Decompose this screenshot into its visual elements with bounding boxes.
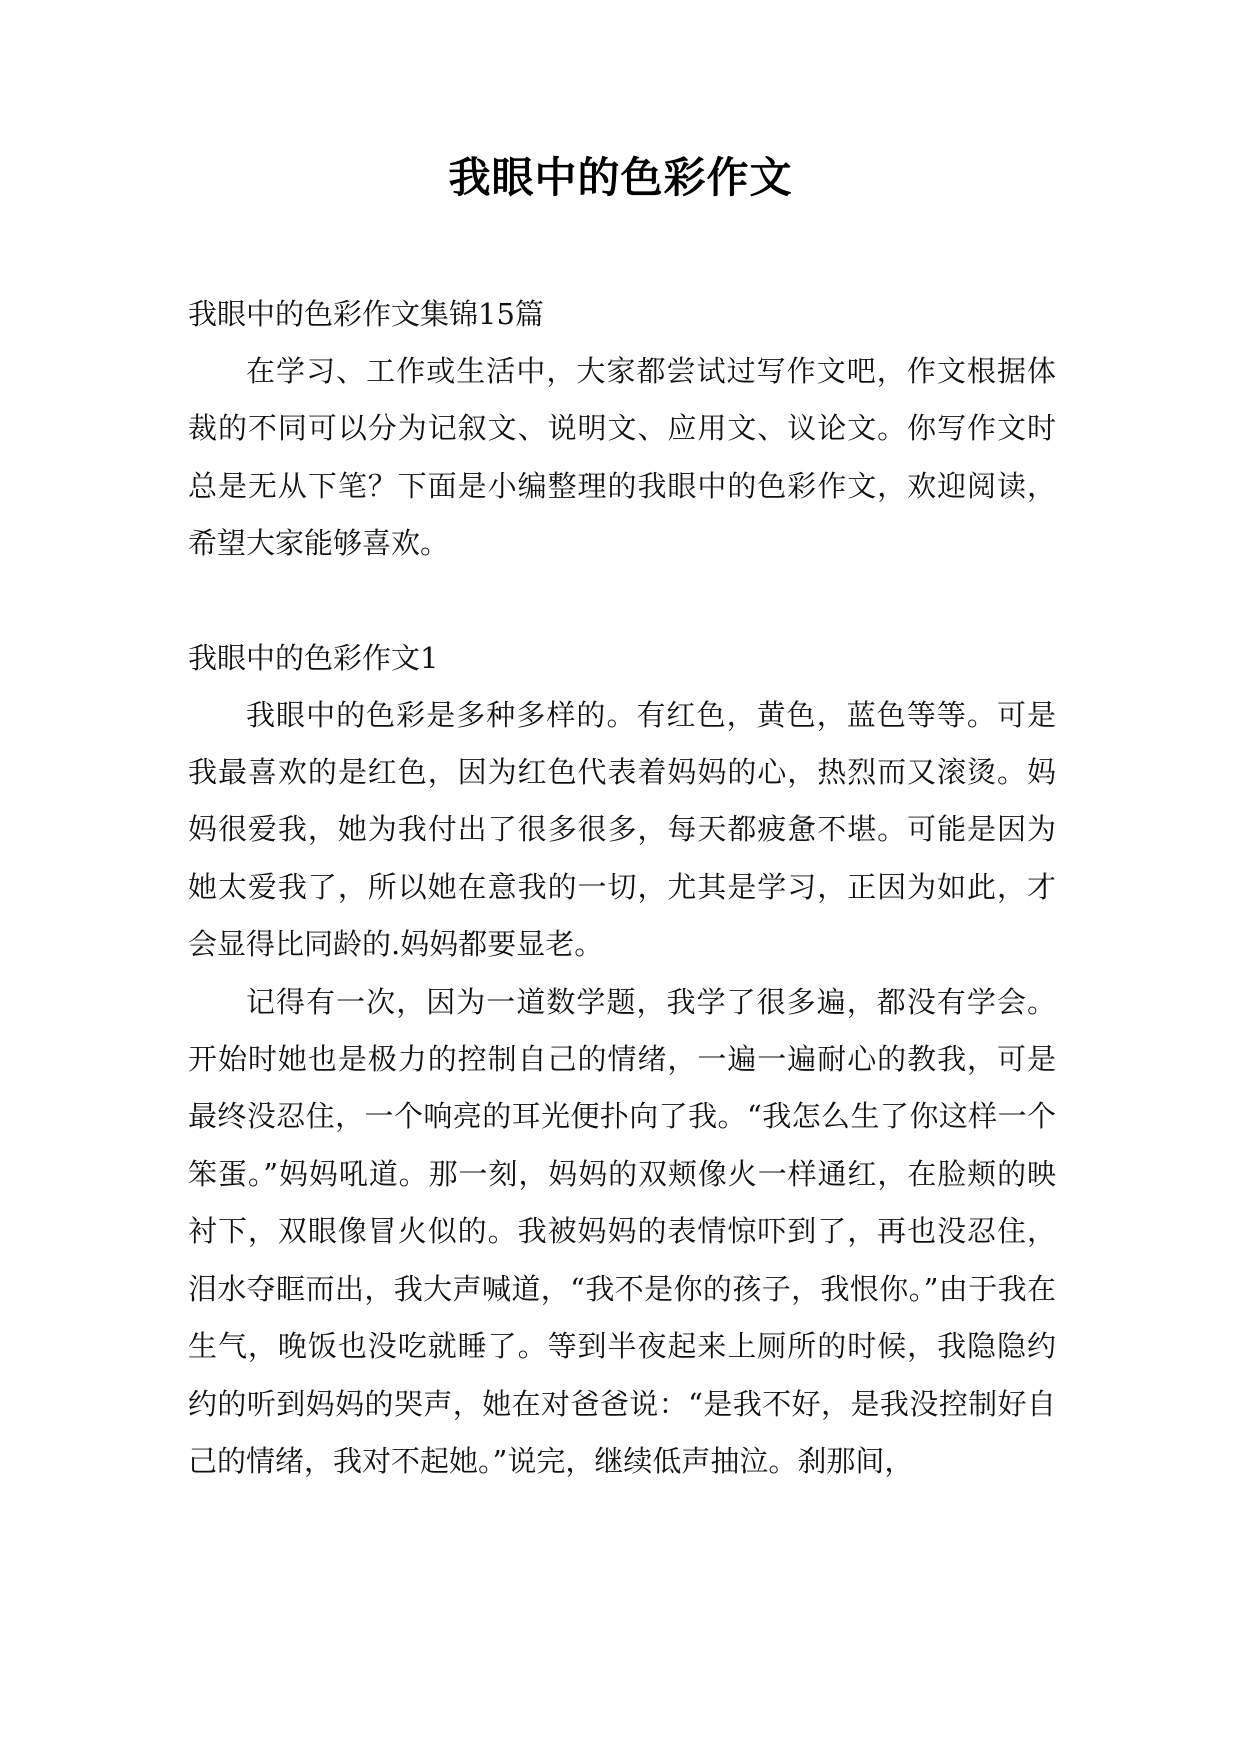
document-body: [188, 286, 1056, 1490]
document-title: 我眼中的色彩作文: [448, 153, 793, 202]
section-heading: 我眼中的色彩作文1: [188, 640, 439, 675]
intro-paragraph: 在学习、工作或生活中，大家都尝试过写作文吧，作文根据体裁的不同可以分为记叙文、说明文、应用文、议论文。你写作文时总是无从下笔？下面是小编整理的我眼中的色彩作文，欢迎阅读，希望大家能够喜欢。: [188, 354, 1056, 561]
section-spacer: [188, 573, 1056, 630]
body-paragraph-1: 我眼中的色彩是多种多样的。有红色，黄色，蓝色等等。可是我最喜欢的是红色，因为红色代表着妈妈的心，热烈而又滚烫。妈妈很爱我，她为我付出了很多很多，每天都疲惫不堪。可能是因为她太爱我了，所以她在意我的一切，尤其是学习，正因为如此，才会显得比同龄的.妈妈都要显老。: [188, 697, 1056, 962]
body-paragraph-2: 记得有一次，因为一道数学题，我学了很多遍，都没有学会。开始时她也是极力的控制自己的情绪，一遍一遍耐心的教我，可是最终没忍住，一个响亮的耳光便扑向了我。“我怎么生了你这样一个笨蛋。”妈妈吼道。那一刻，妈妈的双颊像火一样通红，在脸颊的映衬下，双眼像冒火似的。我被妈妈的表情惊吓到了，再也没忍住，泪水夺眶而出，我大声喊道，“我不是你的孩子，我恨你。”由于我在生气，晚饭也没吃就睡了。等到半夜起来上厕所的时候，我隐隐约约的听到妈妈的哭声，她在对爸爸说：“是我不好，是我没控制好自己的情绪，我对不起她。”说完，继续低声抽泣。刹那间，: [188, 984, 1056, 1478]
collection-heading: 我眼中的色彩作文集锦15篇: [188, 297, 544, 331]
